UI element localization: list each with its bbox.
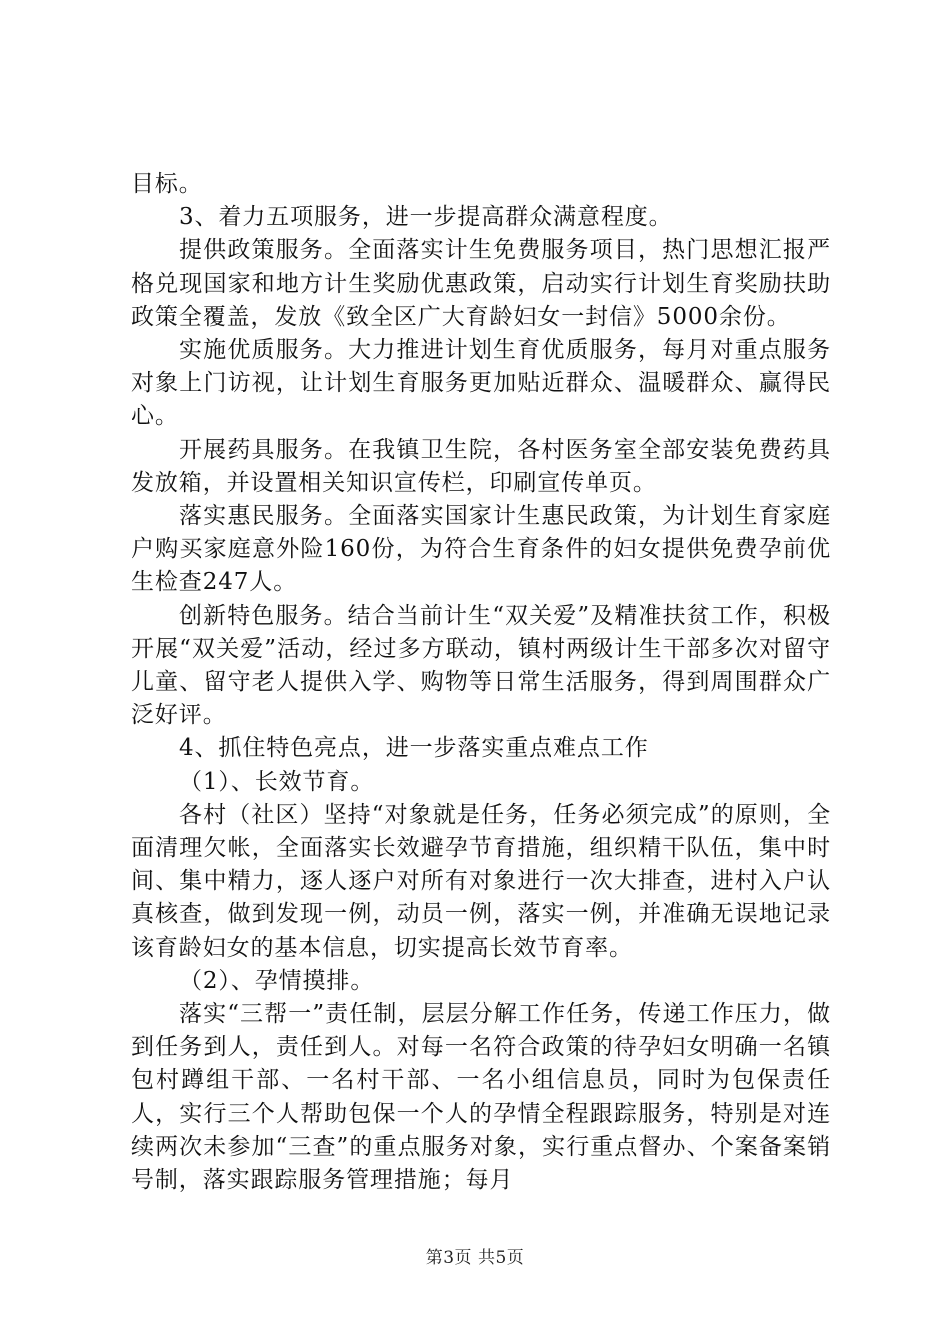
paragraph-pregnancy-screening: 落实“三帮一”责任制，层层分解工作任务，传递工作压力，做到任务到人，责任到人。对每一名符合政策的待孕妇女明确一名镇包村蹲组干部、一名村干部、一名小组信息员，同时为包保责任人，实行三个人帮助包保一个人的孕情全程跟踪服务，特别是对连续两次未参加“三查”的重点服务对象，实行重点督办、个案备案销号制，落实跟踪服务管理措施；每月 bbox=[131, 1001, 831, 1194]
subheading-long-term-contraception: （1）、长效节育。 bbox=[179, 768, 375, 795]
section-heading-4: 4、抓住特色亮点，进一步落实重点难点工作 bbox=[179, 735, 649, 762]
subheading-pregnancy-screening: （2）、孕情摸排。 bbox=[179, 967, 375, 994]
section-heading-3: 3、着力五项服务，进一步提高群众满意程度。 bbox=[179, 204, 673, 231]
paragraph-policy-service: 提供政策服务。全面落实计生免费服务项目，热门思想汇报严格兑现国家和地方计生奖励优惠政策，启动实行计划生育奖励扶助政策全覆盖，发放《致全区广大育龄妇女一封信》5000余份。 bbox=[131, 237, 831, 330]
document-body bbox=[131, 168, 831, 1197]
paragraph-long-term-contraception: 各村（社区）坚持“对象就是任务，任务必须完成”的原则，全面清理欠帐，全面落实长效避孕节育措施，组织精干队伍，集中时间、集中精力，逐人逐户对所有对象进行一次大排查，进村入户认真核查，做到发现一例，动员一例，落实一例，并准确无误地记录该育龄妇女的基本信息，切实提高长效节育率。 bbox=[131, 801, 831, 961]
paragraph-benefit-service: 落实惠民服务。全面落实国家计生惠民政策，为计划生育家庭户购买家庭意外险160份，为符合生育条件的妇女提供免费孕前优生检查247人。 bbox=[131, 503, 831, 596]
page-number-footer: 第3页 共5页 bbox=[425, 1248, 525, 1268]
paragraph-quality-service: 实施优质服务。大力推进计划生育优质服务，每月对重点服务对象上门访视，让计划生育服务更加贴近群众、温暖群众、赢得民心。 bbox=[131, 337, 831, 430]
paragraph-medicine-service: 开展药具服务。在我镇卫生院，各村医务室全部安装免费药具发放箱，并设置相关知识宣传栏，印刷宣传单页。 bbox=[131, 436, 831, 496]
paragraph-continuation: 目标。 bbox=[131, 171, 203, 197]
paragraph-special-service: 创新特色服务。结合当前计生“双关爱”及精准扶贫工作，积极开展“双关爱”活动，经过多方联动，镇村两级计生干部多次对留守儿童、留守老人提供入学、购物等日常生活服务，得到周围群众广泛好评。 bbox=[131, 602, 831, 729]
